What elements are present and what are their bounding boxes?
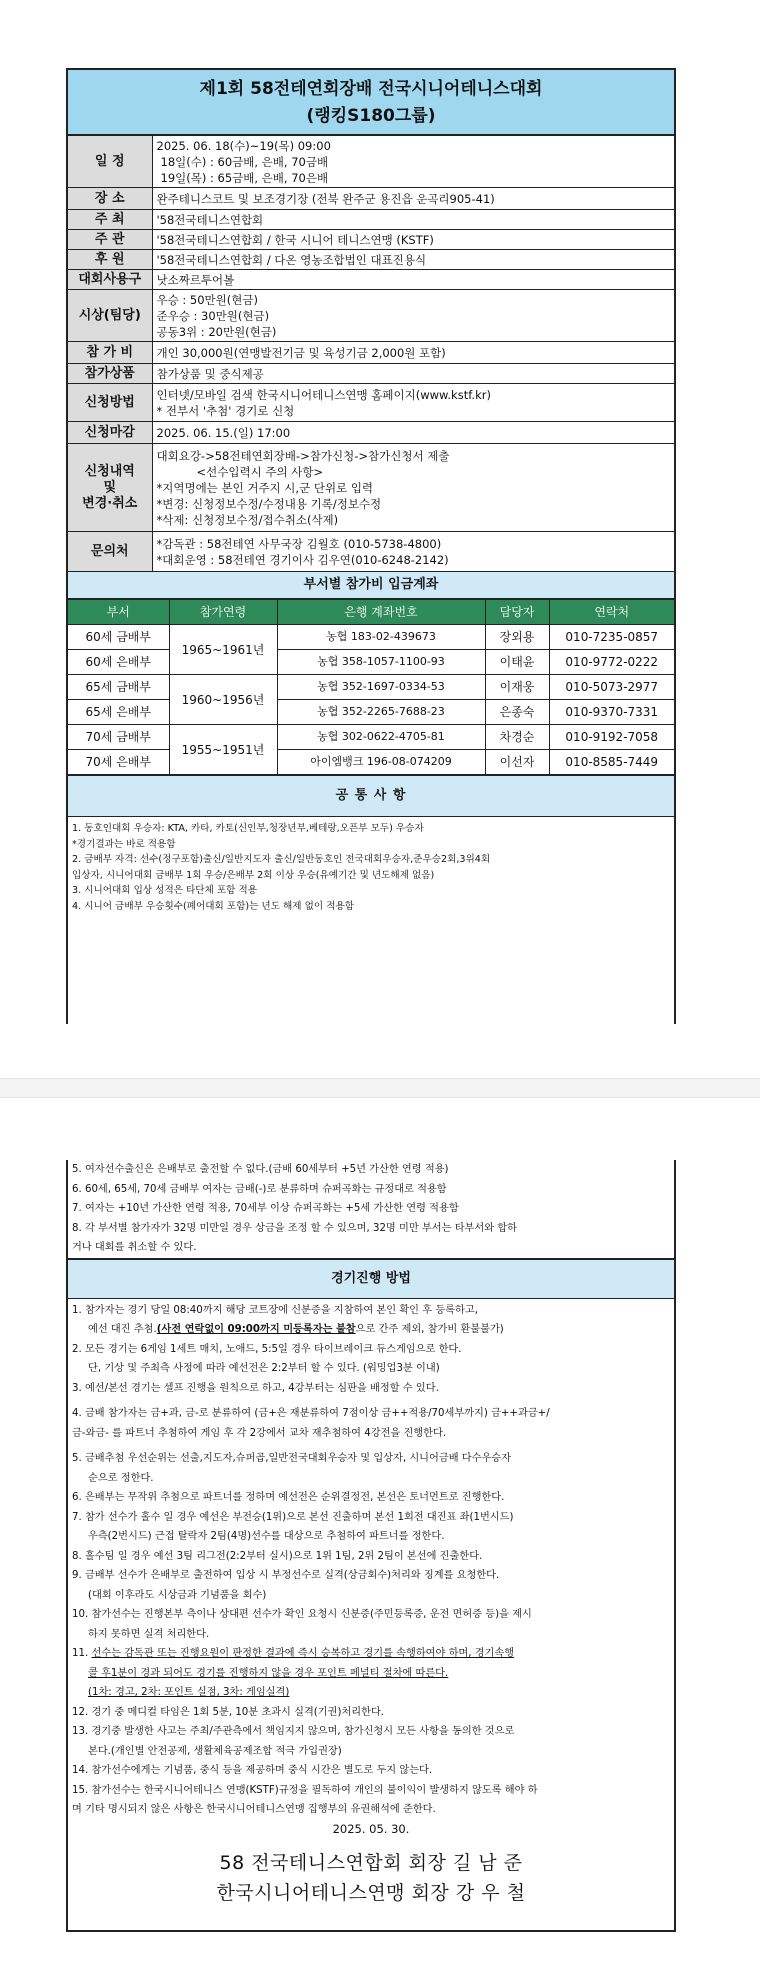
manager-cell: 차경순 [485,725,549,750]
rule-text: 14. 참가선수에게는 기념품, 중식 등을 제공하며 중식 시간은 별도로 두지 않는다. [72,1765,433,1776]
rule-line [72,1424,669,1444]
rule-line [72,1301,669,1321]
phone-cell: 010-8585-7449 [549,750,674,775]
info-value-line: *변경: 신청정보수정/수정내용 기록/정보수정 [156,496,382,511]
info-value-line: 낫소짜르투어볼 [156,272,235,287]
info-label [68,422,152,444]
rule-line [72,1449,669,1469]
info-label [68,210,152,230]
info-value-line: 우승 : 50만원(현금) [156,292,258,307]
rule-line [72,1566,669,1586]
info-value [152,422,674,444]
info-row [68,270,674,290]
info-row [68,532,674,572]
info-label [68,384,152,422]
info-value-line: 완주테니스코트 및 보조경기장 (전북 완주군 용진읍 운곡리905-41) [156,191,495,206]
account-cell: 농협 352-2265-7688-23 [277,700,485,725]
rule-text: 4. 금배 참가자는 금+과, 금-로 분류하여 (금+은 재분류하여 7점이상 금++적용/70세부까지) 금++과금+/ [72,1408,550,1419]
column-header: 참가연령 [169,600,277,625]
manager-cell: 은종숙 [485,700,549,725]
rule-line [72,1404,669,1424]
fees-row [68,650,674,675]
info-value [152,270,674,290]
note-line: 7. 여자는 +10년 가산한 연령 적용, 70세부 이상 슈퍼곡화는 +5세 가산한 연령 적용함 [72,1203,459,1214]
page-title: 제1회 58전테연회장배 전국시니어테니스대회 [199,79,543,99]
info-value-line: 참가상품 및 중식제공 [156,366,264,381]
rule-text: 1. 참가자는 경기 당일 08:40까지 해당 코트장에 신분증을 지참하여 본인 확인 후 등록하고, [72,1304,478,1316]
rule-line [72,1761,669,1781]
info-row [68,290,674,342]
info-row [68,384,674,422]
rule-line [72,1683,669,1703]
rule-text: 단, 기상 및 주최측 사정에 따라 예선전은 2:2부터 할 수 있다. (워밍업3분 이내) [88,1363,440,1374]
note-line: *경기결과는 바로 적용함 [72,838,176,850]
fees-row [68,675,674,700]
signer-1: 58 전국테니스연합회 회장 길 남 준 [219,1851,523,1874]
manager-cell: 이선자 [485,750,549,775]
note-line: 4. 시니어 금배부 우승횟수(폐어대회 포함)는 년도 해제 없이 적용함 [72,900,354,912]
info-row [68,250,674,270]
rule-line [72,1508,669,1528]
info-value-line: '58전국테니스연합회 / 다온 영농조합법인 대표진용식 [156,252,427,267]
info-label [68,188,152,210]
rule-line [72,1625,669,1645]
rule-line [72,1586,669,1606]
info-row [68,364,674,384]
rule-line [72,1664,669,1684]
rule-line [72,1469,669,1489]
rule-text: 며 기타 명시되지 않은 사항은 한국시니어테니스연맹 집행부의 유권해석에 준한다. [72,1804,436,1815]
info-value-line: 대회요강->58전테연회장배->참가신청->참가신청서 제출 [156,448,450,463]
note-line: 5. 여자선수출신은 은배부로 출전할 수 없다.(금배 60세부터 +5년 가산한 연령 적용) [72,1164,449,1175]
announcement-page-2 [66,1160,676,1932]
rule-text: 6. 은배부는 무작위 추첨으로 파트너를 정하며 예선전은 순위결정전, 본선은 토너먼트로 진행한다. [72,1492,505,1503]
fees-row [68,750,674,775]
phone-cell: 010-5073-2977 [549,675,674,700]
rule-line [72,1781,669,1801]
phone-cell: 010-9370-7331 [549,700,674,725]
account-cell: 아이엠뱅크 196-08-074209 [277,750,485,775]
rule-text: 7. 참가 선수가 홀수 일 경우 예선은 부전승(1위)으로 본선 진출하며 본선 1회전 대진표 좌(1번시드) [72,1511,514,1523]
info-value-line: 인터넷/모바일 검색 한국시니어테니스연맹 홈페이지(www.kstf.kr) [156,387,491,402]
rule-line [72,1320,669,1340]
rule-text: 11. [72,1648,92,1659]
rule-text: 9. 금배부 선수가 은배부로 출전하여 입상 시 부정선수로 실격(상금회수)처리와 징계를 요청한다. [72,1570,500,1581]
account-cell: 농협 358-1057-1100-93 [277,650,485,675]
info-label [68,230,152,250]
rule-text: 10. 참가선수는 진행본부 측이나 상대편 선수가 확인 요청시 신분증(주민등록증, 운전 면허증 등)을 제시 [72,1609,532,1620]
rule-line [72,1644,669,1664]
rule-text: 5. 금배추첨 우선순위는 선출,지도자,슈퍼곱,일반전국대회우승자 및 입상자, 시니어금배 다수우승자 [72,1453,511,1464]
info-value-line: *삭제: 신청정보수정/접수취소(삭제) [156,512,339,527]
info-value-line: 개인 30,000원(연맹발전기금 및 육성기금 2,000원 포함) [156,345,446,360]
info-value [152,290,674,342]
note-line: 1. 동호인대회 우승자: KTA, 카타, 카토(신인부,청장년부,베테랑,오픈부 모두) 우승자 [72,823,424,834]
info-label [68,342,152,364]
rule-line [72,1359,669,1379]
info-row [68,444,674,532]
progress-heading: 경기진행 방법 [68,1260,674,1299]
signature-block [68,1848,674,1908]
division-cell: 65세 은배부 [68,700,169,725]
info-value-line: 19일(목) : 65금배, 은배, 70은배 [160,170,329,185]
info-label [68,290,152,342]
division-cell: 60세 은배부 [68,650,169,675]
rule-text: 8. 홀수팀 일 경우 예선 3팀 리그전(2:2부터 실시)으로 1위 1팀, 2위 2팀이 본선에 진출한다. [72,1550,483,1562]
rule-text: 우측(2번시드) 근접 탈락자 2팀(4명)선수를 대상으로 추첨하여 파트너를 정한다. [88,1531,445,1542]
note-line: 3. 시니어대회 입상 성적은 타단체 포함 적용 [72,885,257,896]
progress-rules [68,1299,674,1820]
info-label-line: 대회사용구 [78,271,142,287]
rule-line [72,1605,669,1625]
fees-row [68,625,674,650]
age-range-cell: 1960~1956년 [169,675,277,725]
info-value [152,210,674,230]
info-label-line: 후 원 [94,251,125,267]
fees-row [68,700,674,725]
column-header: 은행 계좌번호 [277,600,485,625]
rule-text: 순으로 정한다. [88,1472,154,1484]
info-value [152,250,674,270]
info-row [68,188,674,210]
note-line: 2. 금배부 자격: 선수(정구포함)출신/일반지도자 출신/일반동호인 전국대회우승자,준우승2회,3위4회 [72,854,491,865]
column-header: 부서 [68,600,169,625]
info-label-line: 신청방법 [84,394,135,410]
rule-line [72,1488,669,1508]
info-value-line: '58전국테니스연합회 / 한국 시니어 테니스연맹 (KSTF) [156,232,434,247]
page-break [0,1078,760,1098]
info-row [68,136,674,188]
signer-2: 한국시니어테니스연맹 회장 강 우 철 [216,1881,526,1904]
common-notes [68,817,674,914]
info-value [152,364,674,384]
column-header: 담당자 [485,600,549,625]
rule-underlined-text: 선수는 감독관 또는 진행요원이 판정한 결과에 즉시 승복하고 경기를 속행하여야 하며, 경기속행 [91,1648,515,1659]
rule-text: 금-와금- 를 파트너 추첨하여 게임 후 각 2강에서 교차 재추첨하여 4강전을 진행한다. [72,1427,447,1439]
fees-table [68,599,674,775]
info-row [68,342,674,364]
info-value-line: *지역명에는 본인 거주지 시,군 단위로 입력 [156,480,374,495]
rule-line [72,1547,669,1567]
age-range-cell: 1955~1951년 [169,725,277,775]
info-label-line: 장 소 [94,190,125,206]
page-subtitle: (랭킹S180그룹) [306,106,436,126]
fees-heading: 부서별 참가비 입금계좌 [68,572,674,599]
rule-line [72,1800,669,1820]
issue-date: 2025. 05. 30. [332,1821,410,1836]
rule-text: 2. 모든 경기는 6게임 1세트 매치, 노애드, 5:5일 경우 타이브레이크 듀스게임으로 한다. [72,1343,462,1355]
rule-line [72,1722,669,1742]
fees-row [68,725,674,750]
manager-cell: 장외용 [485,625,549,650]
column-header: 연락처 [549,600,674,625]
info-label-line: 문의처 [90,543,129,559]
rule-text: 3. 예선/본선 경기는 셀프 진행을 원칙으로 하고, 4강부터는 심판을 배정할 수 있다. [72,1382,439,1394]
info-value [152,342,674,364]
info-value [152,188,674,210]
account-cell: 농협 183-02-439673 [277,625,485,650]
info-value-line: 18일(수) : 60금배, 은배, 70금배 [160,154,329,169]
info-label-line: 일 정 [94,153,125,169]
info-table [68,135,674,572]
division-cell: 70세 은배부 [68,750,169,775]
manager-cell: 이태윤 [485,650,549,675]
division-cell: 60세 금배부 [68,625,169,650]
phone-cell: 010-9192-7058 [549,725,674,750]
rule-text: 하지 못하면 실격 처리한다. [88,1628,210,1640]
rule-text: 본다.(개인별 안전공제, 생활체육공제조합 적극 가입권장) [88,1745,342,1757]
rule-line [72,1379,669,1399]
info-value-line: '58전국테니스연합회 [156,212,264,227]
division-cell: 65세 금배부 [68,675,169,700]
info-value-line: 2025. 06. 15.(일) 17:00 [156,425,291,440]
note-line: 8. 각 부서별 참가자가 32명 미만일 경우 상금을 조정 할 수 있으며, 32명 미만 부서는 타부서와 합하 [72,1222,517,1234]
phone-cell: 010-7235-0857 [549,625,674,650]
age-range-cell: 1965~1961년 [169,625,277,675]
info-label-line: 변경·취소 [82,495,138,511]
common-heading: 공 통 사 항 [68,775,674,817]
account-cell: 농협 352-1697-0334-53 [277,675,485,700]
rule-line [72,1527,669,1547]
info-label-line: 주 관 [94,231,125,247]
info-value-line: 준우승 : 30만원(현금) [156,308,270,323]
rule-underlined-text: 콜 후1분이 경과 되어도 경기를 진행하지 않을 경우 포인트 페널티 절차에 따른다. [88,1667,449,1679]
info-row [68,422,674,444]
note-line: 입상자, 시니어대회 금배부 1회 우승/은배부 2회 이상 우승(유예기간 및 년도해제 없음) [72,869,435,881]
info-row [68,210,674,230]
info-label [68,532,152,572]
division-cell: 70세 금배부 [68,725,169,750]
info-value [152,230,674,250]
info-label [68,444,152,532]
announcement-page-1 [66,68,676,1024]
info-label-line: 신청내역 [84,463,135,479]
rule-text: 으로 간주 제외, 참가비 환불불가) [355,1324,504,1335]
rule-underlined-text: (사전 연락없이 09:00까지 미등록자는 불참 [156,1324,356,1335]
phone-cell: 010-9772-0222 [549,650,674,675]
info-label-line: 참 가 비 [86,344,134,360]
info-row [68,230,674,250]
rule-text: 13. 경기중 발생한 사고는 주최/주관측에서 책임지지 않으며, 참가신청시 모든 사항을 동의한 것으로 [72,1726,515,1737]
title-block [68,70,674,135]
info-value-line: 공동3위 : 20만원(현금) [156,324,277,339]
rule-line [72,1703,669,1723]
common-notes-continued [68,1160,674,1258]
fees-header-row [68,600,674,625]
rule-text: 12. 경기 중 메디컬 타임은 1회 5분, 10분 초과시 실격(기권)처리한다. [72,1706,385,1718]
info-label-line: 및 [103,479,117,495]
info-label [68,270,152,290]
info-value [152,136,674,188]
rule-underlined-text: (1차: 경고, 2차: 포인트 실점, 3차: 게임실격) [88,1687,290,1698]
info-label-line: 신청마감 [84,424,135,440]
account-cell: 농협 302-0622-4705-81 [277,725,485,750]
info-value [152,444,674,532]
info-value-line: 2025. 06. 18(수)~19(목) 09:00 [156,138,331,153]
info-label-line: 시상(팀당) [78,307,141,323]
info-label [68,250,152,270]
info-value-line: <선수입력시 주의 사항> [196,464,324,479]
rule-text: (대회 이후라도 시상금과 기념품을 회수) [88,1589,267,1601]
manager-cell: 이재웅 [485,675,549,700]
info-label [68,364,152,384]
info-label [68,136,152,188]
info-label-line: 참가상품 [84,365,135,381]
note-line: 거나 대회를 취소할 수 있다. [72,1242,197,1253]
info-value-line: * 전부서 '추첨' 경기로 신청 [156,403,295,418]
rule-line [72,1340,669,1360]
note-line: 6. 60세, 65세, 70세 금배부 여자는 금배(-)로 분류하며 슈퍼곡화는 규정대로 적용함 [72,1183,447,1195]
info-value [152,532,674,572]
info-value-line: *대회운영 : 58전테연 경기이사 김우연(010-6248-2142) [156,552,449,567]
rule-line [72,1742,669,1762]
info-value-line: *감독관 : 58전테연 사무국장 김월호 (010-5738-4800) [156,536,442,551]
info-label-line: 주 최 [94,211,125,227]
rule-text: 15. 참가선수는 한국시니어테니스 연맹(KSTF)규정을 필독하여 개인의 불이익이 발생하지 않도록 해야 하 [72,1784,538,1796]
rule-text: 예선 대진 추첨. [88,1324,157,1335]
info-value [152,384,674,422]
